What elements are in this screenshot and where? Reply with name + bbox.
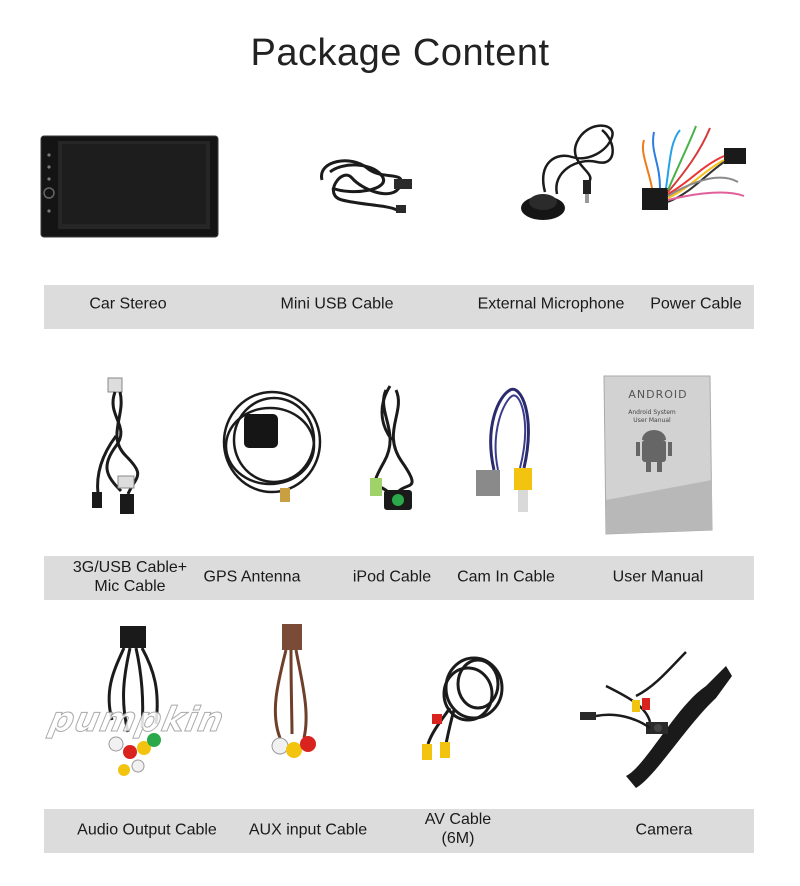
item-label-mini-usb-cable: Mini USB Cable — [280, 295, 394, 313]
item-label-camera: Camera — [635, 821, 693, 839]
item-label-3g-usb-line1: 3G/USB Cable+ — [72, 559, 188, 576]
car-stereo-image — [40, 135, 220, 239]
power-cable-image — [640, 122, 750, 218]
gps-antenna-image — [216, 384, 328, 508]
av-cable-image — [412, 648, 512, 764]
item-label-user-manual: User Manual — [612, 568, 704, 586]
item-label-av-cable-line2: (6M) — [441, 830, 475, 847]
manual-brand-text: ANDROID — [628, 388, 688, 401]
item-label-audio-output-cable: Audio Output Cable — [77, 821, 217, 839]
cam-in-cable-image — [474, 386, 548, 518]
item-label-cam-in-cable: Cam In Cable — [457, 568, 555, 586]
aux-input-cable-image — [256, 622, 328, 770]
manual-line2-text: User Manual — [633, 417, 671, 424]
manual-line1-text: Android System — [628, 409, 676, 416]
item-label-ipod-cable: iPod Cable — [352, 568, 432, 586]
item-label-external-microphone: External Microphone — [477, 295, 625, 313]
mini-usb-cable-image — [312, 150, 418, 216]
ipod-cable-image — [366, 382, 422, 520]
item-label-av-cable — [425, 810, 491, 848]
item-label-aux-input-cable: AUX input Cable — [248, 821, 368, 839]
page-title: Package Content — [250, 32, 550, 74]
item-label-gps-antenna: GPS Antenna — [203, 568, 301, 586]
external-microphone-image — [517, 122, 623, 224]
item-label-av-cable-line1: AV Cable — [424, 811, 492, 828]
pumpkin-watermark: pumpkin — [45, 700, 229, 740]
item-label-3g-usb-cable — [73, 558, 187, 596]
item-label-3g-usb-line2: Mic Cable — [94, 578, 166, 595]
item-label-car-stereo: Car Stereo — [89, 295, 167, 313]
item-label-power-cable: Power Cable — [650, 295, 742, 313]
user-manual-image — [600, 372, 714, 536]
camera-image — [576, 646, 734, 792]
3g-usb-cable-image — [86, 376, 156, 518]
